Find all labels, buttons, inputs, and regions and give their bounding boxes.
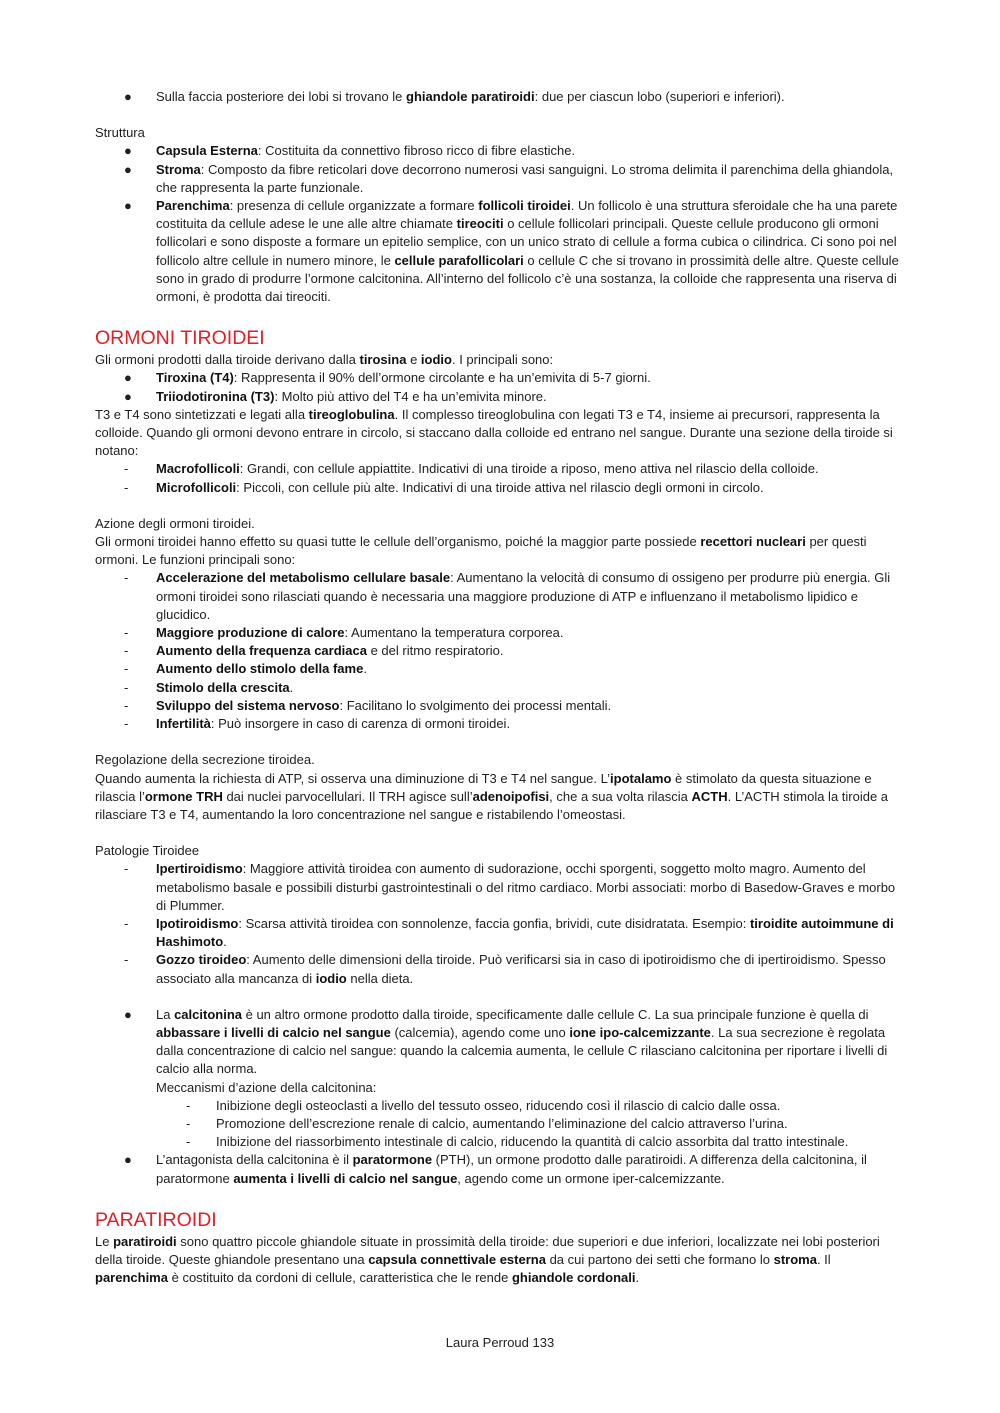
list-item-text: Gozzo tiroideo: Aumento delle dimensioni della tiroide. Può verificarsi sia in caso di ipotiroidismo che di ipertiroidismo. Spesso associato alla mancanza di iodio nella dieta. — [156, 952, 886, 986]
subsection-title: Struttura — [95, 125, 145, 141]
list-item — [95, 715, 907, 733]
list-item — [95, 479, 907, 497]
list-item — [95, 660, 907, 678]
bullet-marker: ● — [124, 143, 132, 159]
list-item — [95, 679, 907, 697]
bold-term: tireoglobulina — [308, 406, 395, 422]
bold-term: iodio — [420, 352, 452, 368]
list-item-text: L’antagonista della calcitonina è il paratormone (PTH), un ormone prodotto dalle paratiroidi. A differenza della calcitonina, il paratormone aumenta i livelli di calcio nel sangue, agendo come un ormone iper-calcemizzante. — [156, 1152, 867, 1186]
list-item — [95, 1006, 907, 1097]
bold-term: iodio — [315, 970, 347, 986]
bold-term: Maggiore produzione di calore — [156, 625, 345, 641]
list-item-text: La calcitonina è un altro ormone prodotto dalla tiroide, specificamente dalle cellule C. La sua principale funzione è quella di abbassare i livelli di calcio nel sangue (calcemia), agendo come uno ione ipo-calcemizzante. La sua secrezione è regolata dalla concentrazione di calcio nel sangue: quando la calcemia aumenta, le cellule C rilasciano calcitonina per riportare i livelli di calcio alla norma. — [156, 1006, 888, 1077]
section-heading: PARATIROIDI — [95, 1208, 217, 1231]
dash-marker: - — [124, 697, 129, 713]
bullet-marker: ● — [124, 370, 132, 386]
list-item-text: Stroma: Composto da fibre reticolari dove decorrono numerosi vasi sanguigni. Lo stroma delimita il parenchima della ghiandola, che rappresenta la parte funzionale. — [156, 161, 894, 195]
list-item — [95, 951, 907, 987]
bold-term: paratormone — [352, 1152, 433, 1168]
bullet-marker: ● — [124, 198, 132, 214]
bold-term: Microfollicoli — [156, 479, 237, 495]
bold-term: Gozzo tiroideo — [156, 952, 247, 968]
bold-term: follicoli tiroidei — [478, 198, 571, 214]
page-footer: Laura Perroud 133 — [445, 1335, 555, 1350]
list-item — [95, 142, 907, 160]
paragraph-text: Le paratiroidi sono quattro piccole ghiandole situate in prossimità della tiroide: due superiori e due inferiori, localizzate nei lobi posteriori della tiroide. Queste ghiandole presentano una capsula connettivale esterna da cui partono dei setti che formano lo stroma. Il parenchima è costituito da cordoni di cellule, caratteristica che le rende ghiandole cordonali. — [95, 1233, 880, 1286]
list-item — [95, 915, 907, 951]
list-item — [95, 642, 907, 660]
list-item — [95, 460, 907, 478]
list-item-text: Aumento della frequenza cardiaca e del ritmo respiratorio. — [156, 643, 504, 659]
subsection-title: Azione degli ormoni tiroidei. — [95, 515, 255, 531]
dash-marker: - — [124, 625, 129, 641]
document-page — [95, 88, 907, 1287]
bold-term: Accelerazione del metabolismo cellulare basale — [156, 570, 451, 586]
subsection-title: Meccanismi d’azione della calcitonina: — [156, 1079, 377, 1095]
dash-marker: - — [124, 861, 129, 877]
bold-term: ione ipo-calcemizzante — [569, 1024, 711, 1040]
list-item — [95, 369, 907, 387]
bullet-marker: ● — [124, 1006, 132, 1022]
bold-term: adenoipofisi — [472, 788, 550, 804]
dash-marker: - — [124, 952, 129, 968]
bullet-marker: ● — [124, 161, 132, 177]
bold-term: paratiroidi — [113, 1233, 177, 1249]
bold-term: Stroma — [156, 161, 201, 177]
bold-term: Aumento dello stimolo della fame — [156, 661, 364, 677]
paragraph-text: T3 e T4 sono sintetizzati e legati alla tireoglobulina. Il complesso tireoglobulina con legati T3 e T4, insieme ai precursori, rappresenta la colloide. Quando gli ormoni devono entrare in circolo, si staccano dalla colloide ed entrano nel sangue. Durante una sezione della tiroide si notano: — [95, 406, 893, 459]
dash-marker: - — [186, 1115, 191, 1131]
bold-term: tiroidite autoimmune di Hashimoto — [156, 915, 894, 950]
list-item — [95, 1097, 907, 1115]
bold-term: Parenchima — [156, 198, 230, 214]
bold-term: capsula connettivale esterna — [368, 1251, 546, 1267]
paragraph-text: Quando aumenta la richiesta di ATP, si osserva una diminuzione di T3 e T4 nel sangue. L’ipotalamo è stimolato da questa situazione e rilascia l’ormone TRH dai nuclei parvocellulari. Il TRH agisce sull’adenoipofisi, che a sua volta rilascia ACTH. L’ACTH stimola la tiroide a rilasciare T3 e T4, aumentando la loro concentrazione nel sangue e ristabilendo l’omeostasi. — [95, 770, 889, 822]
bold-term: cellule parafollicolari — [394, 252, 524, 268]
list-item-text: Inibizione del riassorbimento intestinale di calcio, riducendo la quantità di calcio assorbita dal tratto intestinale. — [216, 1134, 849, 1150]
bold-term: tirosina — [359, 352, 407, 368]
list-item-text: Infertilità: Può insorgere in caso di carenza di ormoni tiroidei. — [156, 716, 511, 732]
list-item-text: Maggiore produzione di calore: Aumentano la temperatura corporea. — [156, 625, 564, 641]
bold-term: ghiandole cordonali — [511, 1270, 636, 1286]
bold-term: stroma — [773, 1251, 817, 1267]
paragraph-text: Gli ormoni tiroidei hanno effetto su quasi tutte le cellule dell’organismo, poiché la maggior parte possiede recettori nucleari per questi ormoni. Le funzioni principali sono: — [95, 534, 867, 568]
bold-term: Ipertiroidismo — [156, 861, 243, 877]
list-item-text: Ipertiroidismo: Maggiore attività tiroidea con aumento di sudorazione, occhi sporgenti, soggetto molto magro. Aumento del metabolismo basale e possibili disturbi gastrointestinali o del ritmo cardiaco. Morbi associati: morbo di Basedow-Graves e morbo di Plummer. — [156, 861, 896, 913]
dash-marker: - — [124, 679, 129, 695]
list-item — [95, 697, 907, 715]
bold-term: abbassare i livelli di calcio nel sangue — [156, 1024, 391, 1040]
bullet-marker: ● — [124, 89, 132, 104]
bullet-marker: ● — [124, 388, 132, 404]
dash-marker: - — [124, 915, 129, 931]
list-item-text: Capsula Esterna: Costituita da connettivo fibroso ricco di fibre elastiche. — [156, 143, 576, 159]
list-item-text: Inibizione degli osteoclasti a livello del tessuto osseo, riducendo così il rilascio di calcio dalle ossa. — [216, 1097, 781, 1113]
dash-marker: - — [124, 643, 129, 659]
dash-marker: - — [124, 479, 129, 495]
list-item-text: Promozione dell’escrezione renale di calcio, aumentando l’eliminazione del calcio attraverso l’urina. — [216, 1115, 788, 1131]
list-item — [95, 161, 907, 197]
list-item — [95, 388, 907, 406]
list-item-text: Stimolo della crescita. — [156, 679, 294, 695]
bullet-marker: ● — [124, 1152, 132, 1168]
dash-marker: - — [124, 661, 129, 677]
list-item-text: Microfollicoli: Piccoli, con cellule più alte. Indicativi di una tiroide attiva nel rilascio degli ormoni in circolo. — [156, 479, 764, 495]
bold-term: Sviluppo del sistema nervoso — [156, 697, 340, 713]
bold-term: Tiroxina (T4) — [156, 370, 234, 386]
bold-term: Aumento della frequenza cardiaca — [156, 643, 367, 659]
bold-term: ipotalamo — [610, 770, 672, 786]
paragraph-text: Sulla faccia posteriore dei lobi si trovano le ghiandole paratiroidi: due per ciascun lobo (superiori e inferiori). — [156, 89, 785, 104]
list-item — [95, 1151, 907, 1187]
bold-term: aumenta i livelli di calcio nel sangue — [233, 1170, 458, 1186]
bold-term: Capsula Esterna — [156, 143, 258, 159]
list-item-text: Accelerazione del metabolismo cellulare basale: Aumentano la velocità di consumo di ossigeno per produrre più energia. Gli ormoni tiroidei sono rilasciati quando è necessaria una maggiore produzione di ATP e influenzano il metabolismo lipidico e glucidico. — [156, 570, 891, 622]
bold-term: parenchima — [95, 1270, 168, 1286]
bold-term: Triiodotironina (T3) — [156, 388, 275, 404]
bold-term: Infertilità — [156, 716, 211, 732]
dash-marker: - — [124, 716, 129, 732]
bold-term: calcitonina — [174, 1006, 242, 1022]
bold-term: ghiandole paratiroidi — [406, 89, 535, 104]
bold-term: Macrofollicoli — [156, 461, 240, 477]
list-item — [95, 197, 907, 306]
dash-marker: - — [124, 570, 129, 586]
paragraph-text: Gli ormoni prodotti dalla tiroide derivano dalla tirosina e iodio. I principali sono: — [95, 352, 554, 368]
list-item — [95, 88, 907, 106]
bold-term: Stimolo della crescita — [156, 679, 290, 695]
bold-term: ACTH — [691, 788, 728, 804]
dash-marker: - — [124, 461, 129, 477]
bold-term: ormone TRH — [144, 788, 223, 804]
bold-term: recettori nucleari — [700, 534, 806, 550]
list-item-text: Sviluppo del sistema nervoso: Facilitano lo svolgimento dei processi mentali. — [156, 697, 612, 713]
dash-marker: - — [186, 1134, 191, 1150]
section-heading: ORMONI TIROIDEI — [95, 327, 265, 350]
bold-term: Ipotiroidismo — [156, 915, 239, 931]
list-item-text: Tiroxina (T4): Rappresenta il 90% dell’ormone circolante e ha un’emivita di 5-7 giorni. — [156, 370, 651, 386]
list-item — [95, 1115, 907, 1133]
list-item-text: Ipotiroidismo: Scarsa attività tiroidea con sonnolenze, faccia gonfia, brividi, cute disidratata. Esempio: tiroidite autoimmune di Hashimoto. — [156, 915, 894, 950]
list-item-text: Aumento dello stimolo della fame. — [156, 661, 367, 677]
list-item-text: Macrofollicoli: Grandi, con cellule appiattite. Indicativi di una tiroide a riposo, meno attiva nel rilascio della colloide. — [156, 461, 819, 477]
list-item — [95, 1133, 907, 1151]
subsection-title: Patologie Tiroidee — [95, 843, 200, 859]
list-item-text: Parenchima: presenza di cellule organizzate a formare follicoli tiroidei. Un follicolo è una struttura sferoidale che ha una parete costituita da cellule adese le une alle altre chiamate tireociti o cellule follicolari principali. Queste cellule producono gli ormoni follicolari e sono disposte a formare un epitelio semplice, con un unico strato di cellule a forma cubica o cilindrica. Ci sono poi nel follicolo altre cellule in numero minore, le cellule parafollicolari o cellule C che si trovano in prossimità delle altre. Queste cellule sono in grado di produrre l’ormone calcitonina. All’interno del follicolo c’è una sostanza, la colloide che rappresenta una riserva di ormoni, è prodotta dai tireociti. — [156, 198, 899, 305]
list-item — [95, 569, 907, 624]
list-item — [95, 624, 907, 642]
dash-marker: - — [186, 1097, 191, 1113]
list-item — [95, 860, 907, 915]
list-item-text: Triiodotironina (T3): Molto più attivo del T4 e ha un’emivita minore. — [156, 388, 547, 404]
bold-term: tireociti — [456, 216, 504, 232]
subsection-title: Regolazione della secrezione tiroidea. — [95, 752, 315, 768]
